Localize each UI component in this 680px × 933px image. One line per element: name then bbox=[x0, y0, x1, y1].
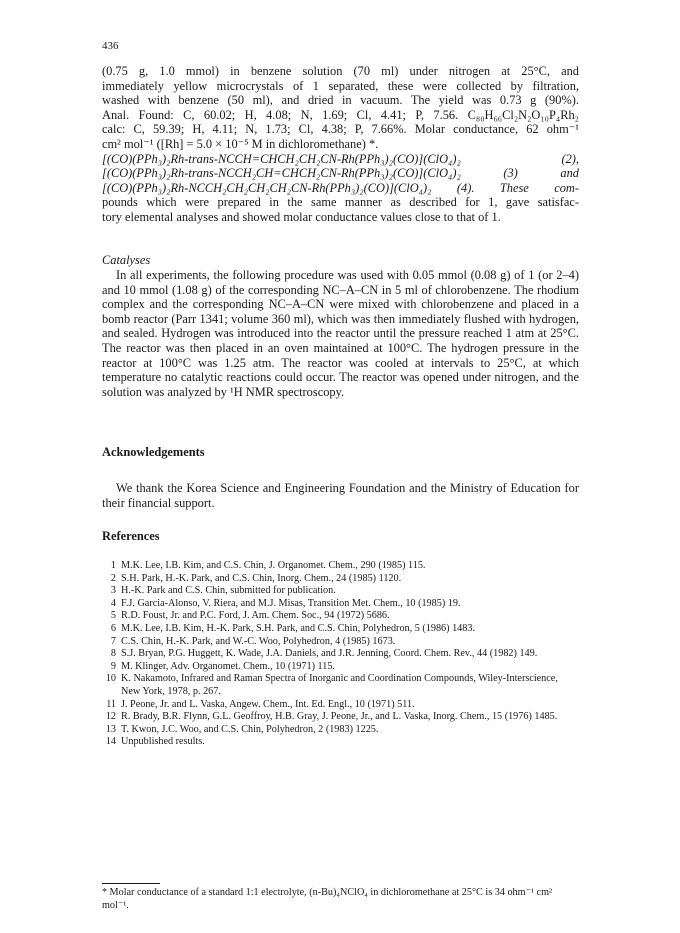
reference-item bbox=[102, 724, 579, 737]
reference-item bbox=[102, 636, 579, 649]
reference-text: C.S. Chin, H.-K. Park, and W.-C. Woo, Polyhedron, 4 (1985) 1673. bbox=[121, 635, 396, 647]
references-heading: References bbox=[102, 529, 160, 543]
reference-number: 3 bbox=[110, 585, 116, 597]
text-line: pounds which were prepared in the same manner as described for 1, gave satisfac- bbox=[102, 195, 579, 210]
reference-item bbox=[102, 623, 579, 636]
text-line: calc: C, 59.39; H, 4.11; N, 1.73; Cl, 4.38; P, 7.66%. Molar conductance, 62 ohm⁻¹ bbox=[102, 122, 579, 137]
footnote-marker: * bbox=[102, 887, 107, 898]
reference-text: M. Klinger, Adv. Organomet. Chem., 10 (1971) 115. bbox=[121, 660, 335, 672]
reference-number: 14 bbox=[105, 736, 116, 748]
reference-number: 5 bbox=[110, 610, 116, 622]
acknowledgements-paragraph: We thank the Korea Science and Engineering Foundation and the Ministry of Education for their financial support. bbox=[102, 481, 579, 510]
acknowledgements-heading: Acknowledgements bbox=[102, 445, 205, 459]
reference-number: 4 bbox=[110, 597, 116, 609]
reference-item bbox=[102, 711, 579, 724]
reference-number: 8 bbox=[110, 648, 116, 660]
experimental-paragraph bbox=[102, 64, 579, 225]
reference-number: 1 bbox=[110, 560, 116, 571]
text-line: cm² mol⁻¹ ([Rh] = 5.0 × 10⁻⁵ M in dichloromethane) *. bbox=[102, 136, 379, 151]
compound-formula-line: [(CO)(PPh₃)₂Rh-trans-NCCH₂CH=CHCH₂CN-Rh(PPh₃)₂(CO)](ClO₄)₂ (3) and bbox=[102, 166, 579, 181]
reference-item bbox=[102, 661, 579, 674]
text-line: tory elemental analyses and showed molar conductance values close to that of 1. bbox=[102, 209, 501, 224]
reference-number: 9 bbox=[110, 660, 116, 672]
reference-text: T. Kwon, J.C. Woo, and C.S. Chin, Polyhedron, 2 (1983) 1225. bbox=[121, 723, 379, 735]
compound-formula-line: [(CO)(PPh₃)₂Rh-NCCH₂CH₂CH₂CH₂CN-Rh(PPh₃)₂(CO)](ClO₄)₂ (4). These com- bbox=[102, 180, 579, 195]
catalyses-paragraph: In all experiments, the following procedure was used with 0.05 mmol (0.08 g) of 1 (or 2–4) and 10 mmol (1.08 g) of the corresponding NC–A–CN in 5 ml of chlorobenzene. The rhodium complex and the corresponding NC–A–CN were mixed with chlorobenzene and placed in a bomb reactor (Parr 1341; volume 360 ml), which was then immediately flushed with hydrogen, and sealed. Hydrogen was introduced into the reactor until the pressure reached 1 atm at 25°C. The reactor was then placed in an oven maintained at 100°C. The hydrogen pressure in the reactor at 100°C was 1.25 atm. The reactor was cooled at intervals to 25°C, at which temperature no catalytic reactions could occur. The reactor was opened under nitrogen, and the solution was analyzed by ¹H NMR spectroscopy. bbox=[102, 268, 579, 399]
reference-text: R.D. Foust, Jr. and P.C. Ford, J. Am. Chem. Soc., 94 (1972) 5686. bbox=[121, 610, 390, 622]
reference-text: J. Peone, Jr. and L. Vaska, Angew. Chem., Int. Ed. Engl., 10 (1971) 511. bbox=[121, 698, 415, 710]
reference-item bbox=[102, 673, 579, 698]
reference-item bbox=[102, 736, 579, 749]
reference-number: 10 bbox=[105, 673, 116, 685]
reference-text: K. Nakamoto, Infrared and Raman Spectra of Inorganic and Coordination Compounds, Wiley-Interscience, New York, 1978, p. 267. bbox=[121, 673, 558, 697]
text-line: washed with benzene (50 ml), and dried in vacuum. The yield was 0.73 g (90%). bbox=[102, 93, 579, 108]
reference-item bbox=[102, 585, 579, 598]
text-line: Anal. Found: C, 60.02; H, 4.08; N, 1.69; Cl, 4.41; P, 7.56. C₈₀H₆₆Cl₂N₂O₁₀P₄Rh₂ bbox=[102, 107, 579, 122]
footnote bbox=[102, 887, 579, 912]
reference-item bbox=[102, 598, 579, 611]
reference-text: M.K. Lee, I.B. Kim, and C.S. Chin, J. Organomet. Chem., 290 (1985) 115. bbox=[121, 560, 426, 571]
catalyses-heading: Catalyses bbox=[102, 253, 151, 267]
reference-text: R. Brady, B.R. Flynn, G.L. Geoffroy, H.B. Gray, J. Peone, Jr., and L. Vaska, Inorg. Chem., 15 (1976) 1485. bbox=[121, 711, 558, 723]
compound-formula-line: [(CO)(PPh₃)₂Rh-trans-NCCH=CHCH₂CH₂CN-Rh(PPh₃)₂(CO)](ClO₄)₂ (2), bbox=[102, 151, 579, 166]
reference-number: 11 bbox=[106, 698, 116, 710]
page-number: 436 bbox=[102, 40, 119, 52]
text-line: immediately yellow microcrystals of 1 separated, these were collected by filtration, bbox=[102, 78, 579, 93]
reference-item bbox=[102, 573, 579, 586]
reference-number: 6 bbox=[110, 622, 116, 634]
footnote-rule bbox=[102, 883, 160, 884]
reference-text: S.J. Bryan, P.G. Huggett, K. Wade, J.A. Daniels, and J.R. Jenning, Coord. Chem. Rev., 44 (1982) 149. bbox=[121, 648, 538, 660]
reference-number: 13 bbox=[105, 723, 116, 735]
reference-text: H.-K. Park and C.S. Chin, submitted for publication. bbox=[121, 585, 336, 597]
reference-item bbox=[102, 610, 579, 623]
reference-text: F.J. Garcia-Alonso, V. Riera, and M.J. Misas, Transition Met. Chem., 10 (1985) 19. bbox=[121, 597, 461, 609]
footnote-text: Molar conductance of a standard 1:1 electrolyte, (n-Bu)₄NClO₄ in dichloromethane at 25°C is 34 ohm⁻¹ cm² mol⁻¹. bbox=[102, 887, 553, 911]
text-line: (0.75 g, 1.0 mmol) in benzene solution (70 ml) under nitrogen at 25°C, and bbox=[102, 64, 579, 78]
reference-number: 7 bbox=[110, 635, 116, 647]
reference-number: 12 bbox=[105, 711, 116, 723]
reference-text: M.K. Lee, I.B. Kim, H.-K. Park, S.H. Park, and C.S. Chin, Polyhedron, 5 (1986) 1483. bbox=[121, 622, 475, 634]
reference-list bbox=[102, 560, 579, 749]
reference-number: 2 bbox=[110, 572, 116, 584]
reference-item bbox=[102, 699, 579, 712]
reference-text: S.H. Park, H.-K. Park, and C.S. Chin, Inorg. Chem., 24 (1985) 1120. bbox=[121, 572, 402, 584]
reference-text: Unpublished results. bbox=[121, 736, 205, 748]
reference-item bbox=[102, 560, 579, 573]
reference-item bbox=[102, 648, 579, 661]
